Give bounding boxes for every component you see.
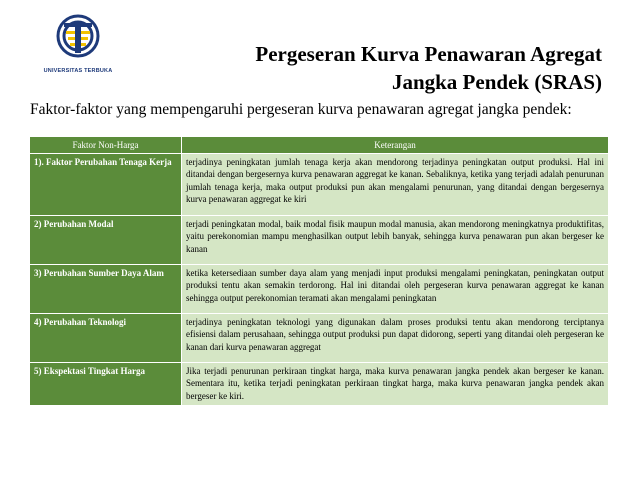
description-cell: terjadinya peningkatan jumlah tenaga kerja akan mendorong terjadinya peningkatan output produksi. Hal ini ditandai dengan bergesernya kurva penawaran aggregat ke kanan. Sebaliknya, ketika yang terjadi adalah penurunan jumlah tenaga kerja, maka output produksi pun akan mengalami penurunan, yang ditandai dengan bergesernya kurva penawaran aggregat ke kiri: [182, 154, 609, 216]
logo-text: UNIVERSITAS TERBUKA: [43, 68, 113, 74]
table-row: [30, 154, 609, 216]
factors-table: [29, 136, 609, 406]
factor-cell: 1). Faktor Perubahan Tenaga Kerja: [30, 154, 182, 216]
factor-cell: 5) Ekspektasi Tingkat Harga: [30, 363, 182, 406]
header-factor: Faktor Non-Harga: [30, 137, 182, 154]
description-cell: Jika terjadi penurunan perkiraan tingkat harga, maka kurva penawaran jangka pendek akan bergeser ke kanan. Sementara itu, ketika terjadi peningkatan perkiraan tingkat harga, maka kurva penawaran jangka pendek akan bergeser ke kiri.: [182, 363, 609, 406]
page-title: [132, 40, 602, 96]
table-row: [30, 314, 609, 363]
description-cell: terjadinya peningkatan teknologi yang digunakan dalam proses produksi tentu akan mendorong terciptanya efisiensi dalam perusahaan, sehingga output produksi pun dapat didorong, seperti yang ditandai oleh pergeseran ke kanan dari kurva penawaran aggregat: [182, 314, 609, 363]
description-cell: terjadi peningkatan modal, baik modal fisik maupun modal manusia, akan mendorong meningkatnya produktifitas, yaitu perekonomian mampu menghasilkan output lebih banyak, sehingga kurva penawaran pun akan bergeser ke kanan: [182, 216, 609, 265]
factor-cell: 2) Perubahan Modal: [30, 216, 182, 265]
logo-emblem-icon: [56, 14, 100, 66]
university-logo: [38, 14, 118, 80]
table-row: [30, 216, 609, 265]
description-cell: ketika ketersediaan sumber daya alam yang menjadi input produksi mengalami peningkatan, peningkatan output produksi tentu akan semakin terdorong. Hal ini ditandai oleh pergeseran kurva penawaran aggregat ke kanan sehingga output perekonomian teramati akan mengalami peningkatan: [182, 265, 609, 314]
title-line-1: Pergeseran Kurva Penawaran Agregat: [255, 42, 602, 66]
table-header-row: [30, 137, 609, 154]
table-row: [30, 363, 609, 406]
page-subtitle: Faktor-faktor yang mempengaruhi pergeseran kurva penawaran agregat jangka pendek:: [30, 101, 572, 118]
table-row: [30, 265, 609, 314]
factor-cell: 4) Perubahan Teknologi: [30, 314, 182, 363]
title-line-2: Jangka Pendek (SRAS): [391, 70, 602, 94]
factor-cell: 3) Perubahan Sumber Daya Alam: [30, 265, 182, 314]
header-description: Keterangan: [182, 137, 609, 154]
